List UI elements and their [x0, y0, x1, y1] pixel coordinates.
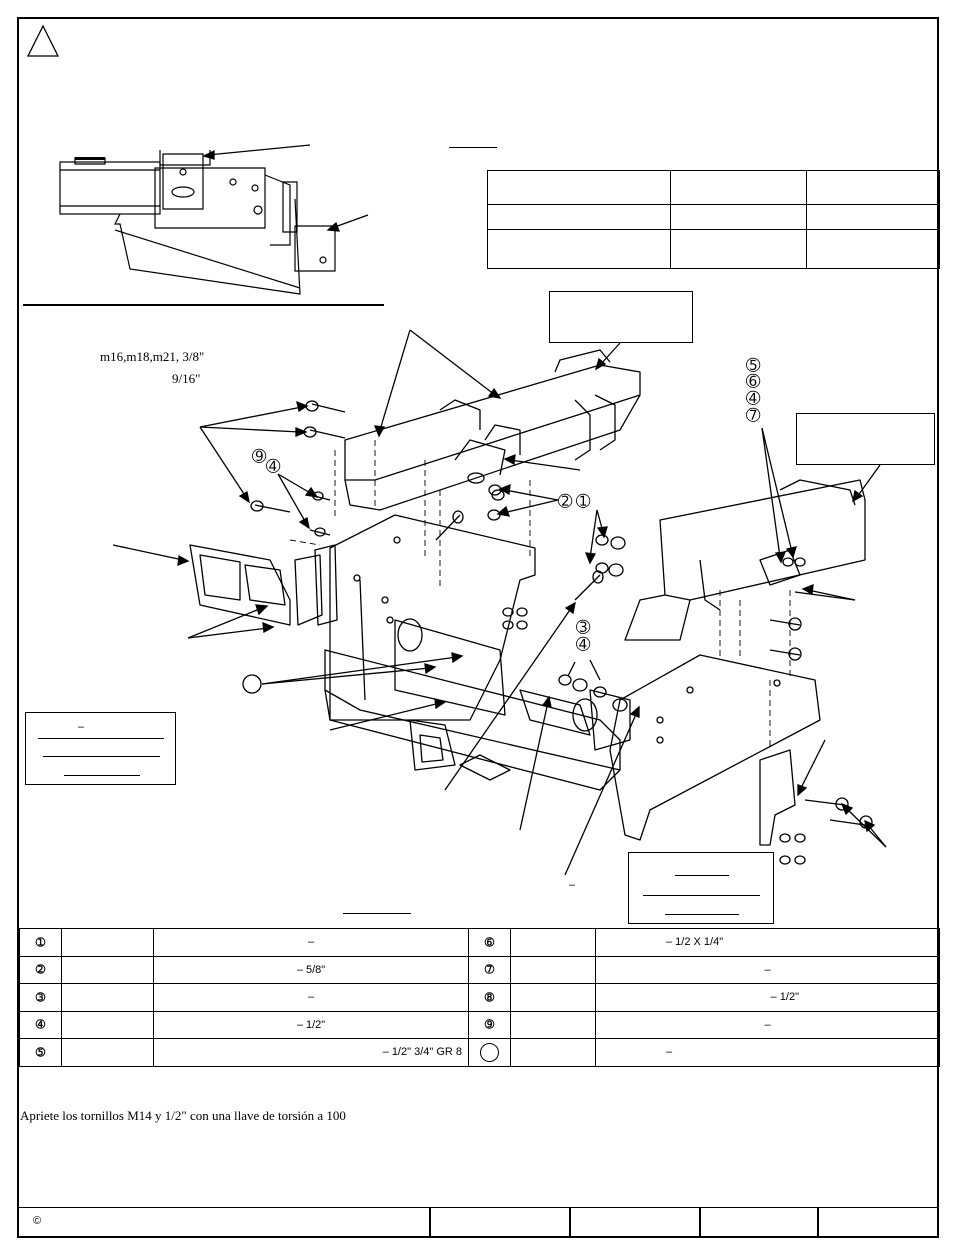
torque-note: Apriete los tornillos M14 y 1/2" con una llave de torsión a 100 — [20, 1108, 346, 1123]
callout-1: ➀ — [576, 492, 591, 512]
part-number: ➅ — [469, 929, 511, 957]
table-row — [20, 956, 940, 984]
callout-4: ➃ — [746, 389, 761, 409]
part-description: – 1/2" — [596, 984, 940, 1012]
part-number: ➁ — [20, 956, 62, 984]
footer-divider — [699, 1208, 701, 1238]
footer — [19, 1207, 939, 1238]
part-qty — [511, 929, 596, 957]
part-description: – — [154, 984, 469, 1012]
wrench-size-text: 9/16" — [172, 371, 201, 386]
part-number: ➄ — [20, 1039, 62, 1067]
table-row — [20, 1011, 940, 1039]
part-qty — [62, 956, 154, 984]
part-qty — [62, 1039, 154, 1067]
part-description: – — [596, 1039, 940, 1067]
empty-circle-icon — [480, 1043, 499, 1062]
callout-2: ➁ — [558, 492, 573, 512]
part-qty — [511, 1039, 596, 1067]
part-number: ➈ — [469, 1011, 511, 1039]
part-qty — [511, 984, 596, 1012]
parts-reference-text: m16,m18,m21, 3/8" — [100, 349, 205, 364]
part-number: ➆ — [469, 956, 511, 984]
table-row — [20, 984, 940, 1012]
part-description: – 1/2" 3/4" GR 8 — [154, 1039, 469, 1067]
part-number: ➀ — [20, 929, 62, 957]
callout-9: ➈ — [252, 447, 267, 467]
part-qty — [511, 956, 596, 984]
callout-4: ➃ — [576, 635, 591, 655]
part-description: – — [154, 929, 469, 957]
footer-divider — [429, 1208, 431, 1238]
part-qty — [62, 984, 154, 1012]
part-description: – — [596, 1011, 940, 1039]
callout-7: ➆ — [746, 406, 761, 426]
part-description: – 5/8" — [154, 956, 469, 984]
part-description: – 1/2" — [154, 1011, 469, 1039]
note-box-dash: – — [78, 721, 85, 733]
part-qty — [62, 1011, 154, 1039]
table-row — [20, 1039, 940, 1067]
table-row — [20, 929, 940, 957]
callout-4: ➃ — [266, 457, 281, 477]
callout-3: ➂ — [576, 618, 591, 638]
parts-table — [19, 928, 940, 1067]
part-number: ➂ — [20, 984, 62, 1012]
part-qty — [62, 929, 154, 957]
small-dash: – — [569, 879, 576, 891]
footer-divider — [569, 1208, 571, 1238]
callout-6: ➅ — [746, 372, 761, 392]
callout-5: ➄ — [746, 356, 761, 376]
part-description: – — [596, 956, 940, 984]
part-number: ➃ — [20, 1011, 62, 1039]
part-number: ➇ — [469, 984, 511, 1012]
copyright-text: © — [33, 1215, 42, 1227]
part-number-circle — [469, 1039, 511, 1067]
part-qty — [511, 1011, 596, 1039]
part-description: – 1/2 X 1/4" — [596, 929, 940, 957]
footer-divider — [817, 1208, 819, 1238]
